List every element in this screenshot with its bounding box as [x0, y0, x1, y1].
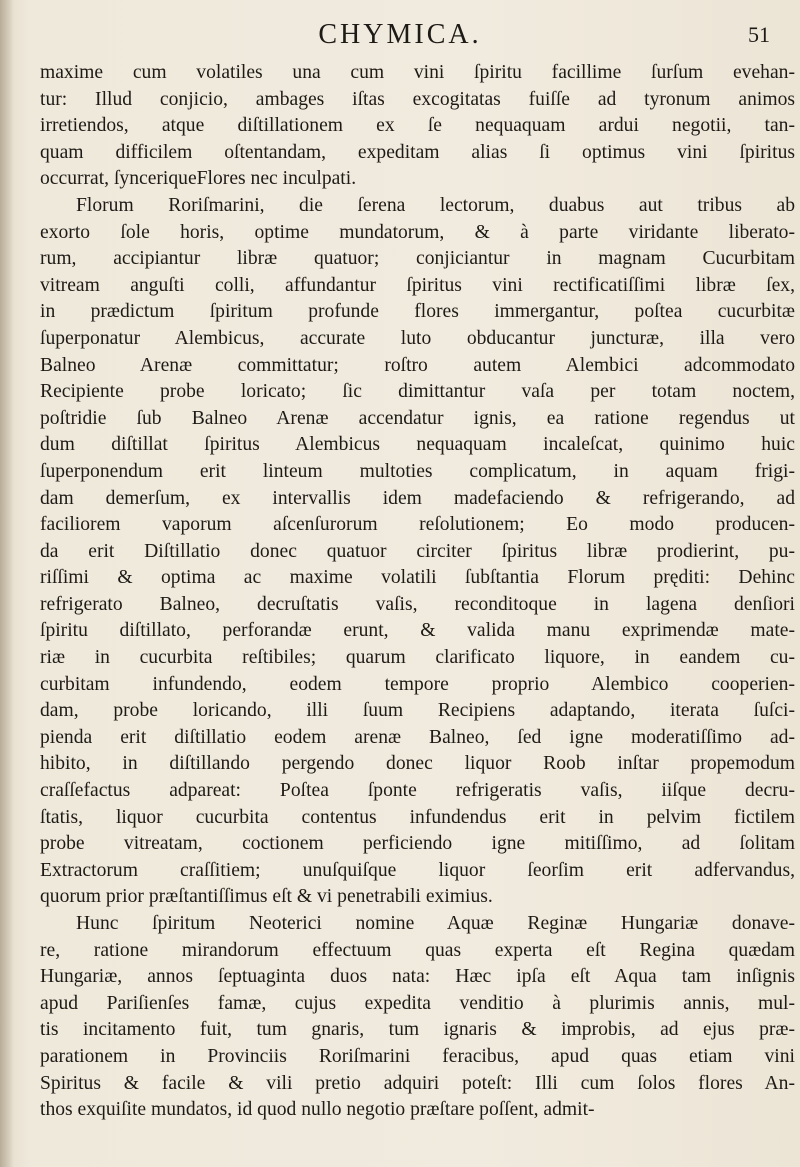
text-line: Florum Roriſmarini, die ſerena lectorum, duabus aut tribus ab [76, 194, 795, 216]
page-header [0, 18, 800, 52]
text-line: Extractorum craſſitiem; unuſquiſque liquor ſeorſim erit adfervandus, [40, 859, 795, 881]
text-line: da erit Diſtillatio donec quatuor circiter ſpiritus libræ prodierint, pu- [40, 540, 795, 562]
text-line: exorto ſole horis, optime mundatorum, & à parte viridante liberato- [40, 221, 795, 243]
text-line: quorum prior præſtantiſſimus eſt & vi penetrabili eximius. [40, 886, 493, 908]
text-line: pienda erit diſtillatio eodem arenæ Balneo, ſed igne moderatiſſimo ad- [40, 726, 795, 748]
text-line: vitream anguſti colli, affundantur ſpiritus vini rectificatiſſimi libræ ſex, [40, 274, 795, 296]
text-line: curbitam infundendo, eodem tempore proprio Alembico cooperien- [40, 673, 795, 695]
text-line: hibito, in diſtillando pergendo donec liquor Roob inſtar propemodum [40, 753, 795, 775]
text-line: parationem in Provinciis Roriſmarini feracibus, apud quas etiam vini [40, 1045, 795, 1067]
binding-gutter-shadow [0, 0, 14, 1167]
text-line: quam difficilem oſtentandam, expeditam alias ſi optimus vini ſpiritus [40, 141, 795, 163]
text-line: re, ratione mirandorum effectuum quas experta eſt Regina quædam [40, 939, 795, 961]
text-line: occurrat, ſynceriqueFlores nec inculpati. [40, 168, 357, 190]
text-line: Hunc ſpiritum Neoterici nomine Aquæ Reginæ Hungariæ donave- [76, 913, 795, 934]
text-line: dam, probe loricando, illi ſuum Recipiens adaptando, iterata ſuſci- [40, 700, 795, 722]
text-line: Hungariæ, annos ſeptuaginta duos nata: Hæc ipſa eſt Aqua tam inſignis [40, 966, 795, 988]
text-line: dam demerſum, ex intervallis idem madefaciendo & refrigerando, ad [40, 487, 795, 509]
text-line: Spiritus & facile & vili pretio adquiri poteſt: Illi cum ſolos flores An- [40, 1072, 795, 1094]
text-line: rum, accipiantur libræ quatuor; conjiciantur in magnam Cucurbitam [40, 248, 795, 270]
page-number: 51 [748, 22, 770, 47]
text-line: ſuperponatur Alembicus, accurate luto obducantur juncturæ, illa vero [40, 327, 795, 349]
text-line: dum diſtillat ſpiritus Alembicus nequaquam incaleſcat, quinimo huic [40, 434, 795, 456]
text-line: faciliorem vaporum aſcenſurorum reſolutionem; Eo modo producen- [40, 514, 795, 536]
text-line: tis incitamento fuit, tum gnaris, tum ignaris & improbis, ad ejus præ- [40, 1019, 795, 1041]
text-line: thos exquiſite mundatos, id quod nullo negotio præſtare poſſent, admit- [40, 1099, 595, 1121]
text-line: tur: Illud conjicio, ambages iſtas excogitatas fuiſſe ad tyronum animos [40, 88, 795, 110]
text-line: craſſefactus adpareat: Poſtea ſponte refrigeratis vaſis, iiſque decru- [40, 780, 795, 802]
text-line: ſpiritu diſtillato, perforandæ erunt, & valida manu exprimendæ mate- [40, 620, 795, 642]
body-text [40, 60, 795, 1124]
running-title: CHYMICA. [318, 19, 482, 50]
text-line: in prædictum ſpiritum profunde flores immergantur, poſtea cucurbitæ [40, 301, 795, 323]
text-line: ſtatis, liquor cucurbita contentus infundendus erit in pelvim fictilem [40, 806, 795, 828]
text-line: poſtridie ſub Balneo Arenæ accendatur ignis, ea ratione regendus ut [40, 407, 795, 429]
text-line: apud Pariſienſes famæ, cujus expedita venditio à plurimis annis, mul- [40, 992, 795, 1014]
text-line: irretiendos, atque diſtillationem ex ſe nequaquam ardui negotii, tan- [40, 115, 795, 137]
text-line: Balneo Arenæ committatur; roſtro autem Alembici adcommodato [40, 354, 795, 376]
text-line: refrigerato Balneo, decruſtatis vaſis, reconditoque in lagena denſiori [40, 593, 795, 615]
text-line: Recipiente probe loricato; ſic dimittantur vaſa per totam noctem, [40, 381, 795, 403]
text-line: maxime cum volatiles una cum vini ſpiritu facillime ſurſum evehan- [40, 62, 795, 83]
text-line: ſuperponendum erit linteum multoties complicatum, in aquam frigi- [40, 460, 795, 482]
text-line: probe vitreatam, coctionem perficiendo igne mitiſſimo, ad ſolitam [40, 833, 795, 855]
text-line: riæ in cucurbita reſtibiles; quarum clarificato liquore, in eandem cu- [40, 647, 795, 669]
text-line: riſſimi & optima ac maxime volatili ſubſtantia Florum pręditi: Dehinc [40, 567, 795, 589]
